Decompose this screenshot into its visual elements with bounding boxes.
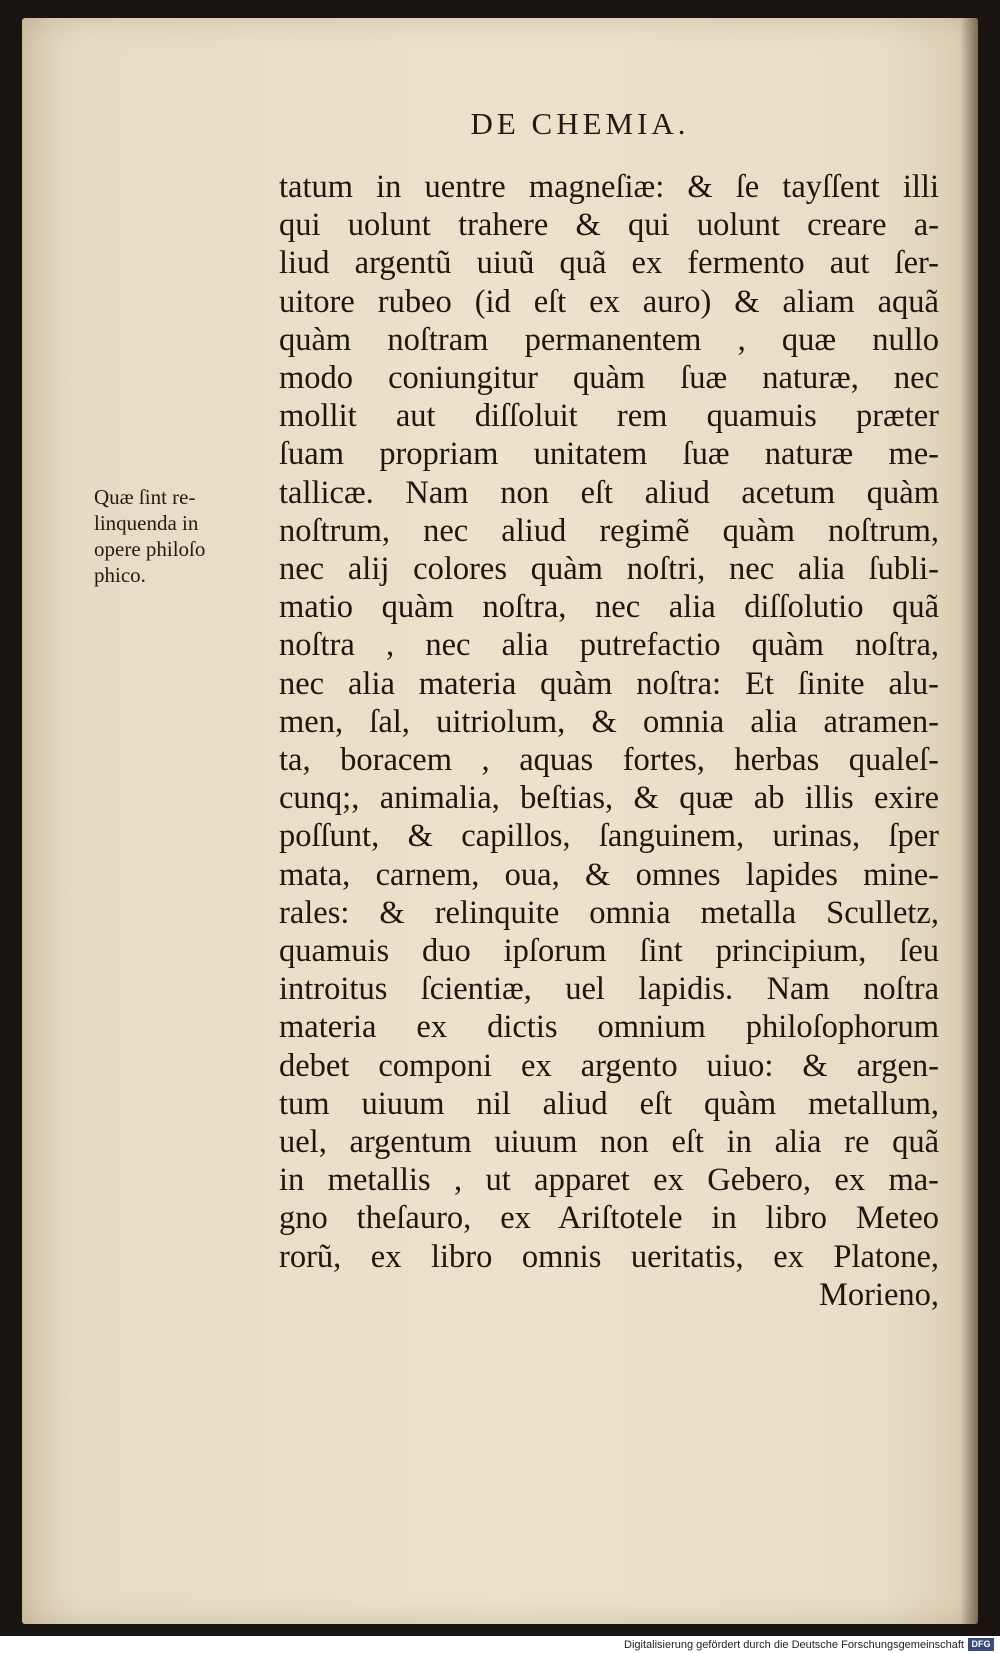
text-line: qui uolunt trahere & qui uolunt creare a- — [279, 207, 939, 244]
text-line: gno theſauro, ex Ariſtotele in libro Meteo — [279, 1200, 939, 1237]
text-line: liud argentũ uiuũ quã ex fermento aut ſer- — [279, 245, 939, 282]
text-line: materia ex dictis omnium philoſophorum — [279, 1009, 939, 1046]
marginal-note-line: Quæ ſint re- — [94, 485, 196, 509]
page-edge-shadow — [960, 18, 978, 1624]
marginal-note — [94, 484, 279, 588]
text-line: poſſunt, & capillos, ſanguinem, urinas, ſper — [279, 818, 939, 855]
text-line: uel, argentum uiuum non eſt in alia re quã — [279, 1124, 939, 1161]
text-line: cunq;, animalia, beſtias, & quæ ab illis exire — [279, 780, 939, 817]
text-line: tum uiuum nil aliud eſt quàm metallum, — [279, 1085, 939, 1122]
text-line: noſtra , nec alia putrefactio quàm noſtra, — [279, 627, 939, 664]
text-line: nec alia materia quàm noſtra: Et ſinite alu- — [279, 665, 939, 702]
text-line: mata, carnem, oua, & omnes lapides mine- — [279, 856, 939, 893]
text-line: quàm noſtram permanentem , quæ nullo — [279, 321, 939, 358]
text-line: rorũ, ex libro omnis ueritatis, ex Platone, — [279, 1238, 939, 1275]
dfg-logo: DFG — [968, 1638, 994, 1651]
text-line: noſtrum, nec aliud regimẽ quàm noſtrum, — [279, 512, 939, 549]
text-line: matio quàm noſtra, nec alia diſſolutio quã — [279, 589, 939, 626]
text-line: mollit aut diſſoluit rem quamuis præter — [279, 398, 939, 435]
marginal-note-line: linquenda in — [94, 511, 199, 535]
text-line: men, ſal, uitriolum, & omnia alia atramen- — [279, 703, 939, 740]
text-line: ta, boracem , aquas fortes, herbas qualeſ- — [279, 742, 939, 779]
text-line: nec alij colores quàm noſtri, nec alia ſubli- — [279, 551, 939, 588]
text-line: quamuis duo ipſorum ſint principium, ſeu — [279, 933, 939, 970]
text-line: ſuam propriam unitatem ſuæ naturæ me- — [279, 436, 939, 473]
body-text — [279, 168, 939, 1314]
running-head-text: DE CHEMIA. — [470, 106, 690, 141]
catchword: Morieno, — [818, 1276, 939, 1313]
marginal-note-line: opere philoſo — [94, 537, 206, 561]
marginal-note-line: phico. — [94, 563, 146, 587]
text-line: uitore rubeo (id eſt ex auro) & aliam aquã — [279, 283, 939, 320]
text-line: tatum in uentre magneſiæ: & ſe tayſſent illi — [279, 169, 939, 205]
text-line: tallicæ. Nam non eſt aliud acetum quàm — [279, 474, 939, 511]
text-line: debet componi ex argento uiuo: & argen- — [279, 1047, 939, 1084]
text-line: modo coniungitur quàm ſuæ naturæ, nec — [279, 360, 939, 397]
book-page — [22, 18, 978, 1624]
running-head — [22, 106, 978, 142]
text-line: introitus ſcientiæ, uel lapidis. Nam noſtra — [279, 971, 939, 1008]
text-line: rales: & relinquite omnia metalla Sculletz, — [279, 894, 939, 931]
text-line: in metallis , ut apparet ex Gebero, ex ma- — [279, 1162, 939, 1199]
digitization-credit: Digitalisierung gefördert durch die Deutsche Forschungsgemeinschaft — [624, 1639, 964, 1651]
